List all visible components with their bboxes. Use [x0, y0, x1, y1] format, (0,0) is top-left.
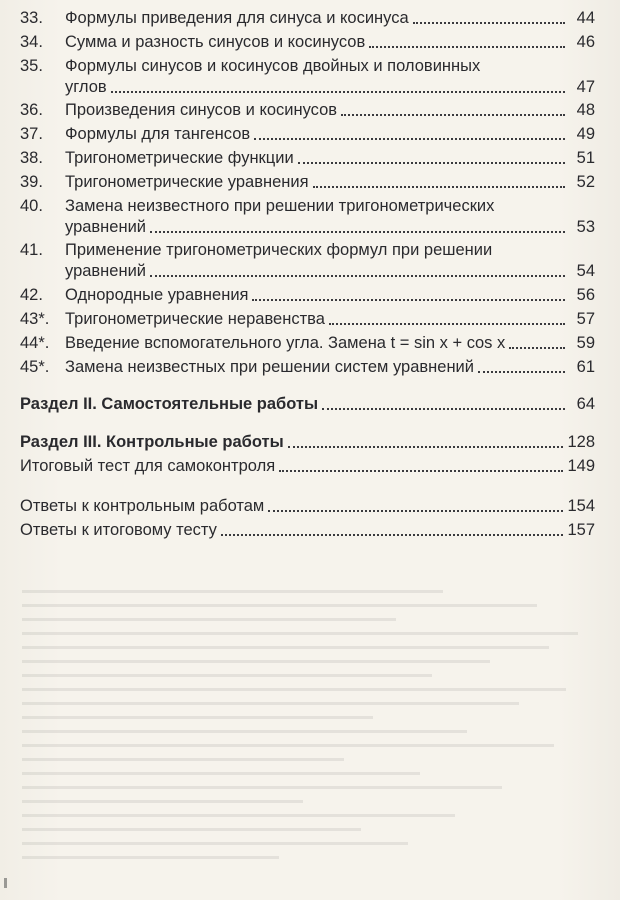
- dot-leader: [150, 275, 565, 277]
- entry-title-line-2-wrap: [65, 261, 569, 282]
- entry-page: 61: [576, 357, 595, 376]
- entry-page: 49: [576, 125, 595, 144]
- entry-title-wrap: [65, 100, 569, 121]
- toc-entry-33[interactable]: [20, 8, 595, 29]
- entry-title-wrap: [65, 148, 569, 169]
- entry-number: 37.: [20, 125, 43, 144]
- entry-number: 43*.: [20, 309, 50, 328]
- entry-title: Ответы к контрольным работам: [20, 496, 265, 515]
- entry-page: 149: [567, 456, 595, 475]
- dot-leader: [413, 22, 565, 24]
- entry-title-line-2: уравнений: [65, 262, 147, 281]
- entry-number: 42.: [20, 286, 43, 305]
- entry-title: Ответы к итоговому тесту: [20, 520, 217, 539]
- entry-number: 45*.: [20, 357, 50, 376]
- entry-title: Тригонометрические функции: [65, 148, 294, 167]
- toc-entry-39[interactable]: [20, 172, 595, 193]
- section-title-wrap: [20, 394, 569, 415]
- entry-title-wrap: [20, 520, 567, 541]
- entry-number: 41.: [20, 241, 43, 260]
- entry-page: 54: [576, 262, 595, 281]
- entry-page: 48: [576, 101, 595, 120]
- toc-section-3[interactable]: [20, 432, 595, 453]
- dot-leader: [279, 470, 563, 472]
- toc-entry-40[interactable]: [20, 196, 595, 238]
- toc-entry-41[interactable]: [20, 240, 595, 282]
- entry-number: 39.: [20, 172, 43, 191]
- entry-page: 53: [576, 217, 595, 236]
- entry-title-wrap: [65, 285, 569, 306]
- toc-entry-42[interactable]: [20, 285, 595, 306]
- entry-title-line-1: Формулы синусов и косинусов двойных и половинных: [65, 56, 481, 75]
- entry-title: Формулы для тангенсов: [65, 125, 251, 144]
- toc-section-2[interactable]: [20, 394, 595, 415]
- entry-page: 157: [567, 520, 595, 539]
- entry-page: 57: [576, 309, 595, 328]
- entry-title: Тригонометрические неравенства: [65, 309, 325, 328]
- bleed-through-texture: [22, 590, 607, 880]
- entry-title: Формулы приведения для синуса и косинуса: [65, 9, 409, 27]
- dot-leader: [268, 510, 563, 512]
- spacer: [20, 418, 595, 432]
- entry-title: Замена неизвестных при решении систем уравнений: [65, 357, 474, 376]
- dot-leader: [150, 231, 565, 233]
- section-page: 128: [567, 433, 595, 452]
- entry-page: 56: [576, 286, 595, 305]
- entry-page: 47: [576, 77, 595, 96]
- entry-title: Итоговый тест для самоконтроля: [20, 456, 276, 475]
- entry-title-wrap: [65, 357, 569, 378]
- dot-leader: [369, 46, 565, 48]
- entry-title-wrap: [20, 456, 567, 477]
- dot-leader: [252, 299, 565, 301]
- dot-leader: [341, 114, 565, 116]
- dot-leader: [298, 162, 565, 164]
- entry-title: Произведения синусов и косинусов: [65, 101, 338, 120]
- dot-leader: [221, 534, 564, 536]
- entry-page: 154: [567, 496, 595, 515]
- entry-title-wrap: [65, 124, 569, 145]
- entry-title-wrap: [65, 32, 569, 53]
- dot-leader: [478, 371, 565, 373]
- toc-entry-37[interactable]: [20, 124, 595, 145]
- dot-leader: [288, 446, 564, 448]
- entry-title-line-2: углов: [65, 77, 107, 96]
- entry-page: 59: [576, 333, 595, 352]
- section-page: 64: [576, 395, 595, 414]
- entry-title-line-1: Применение тригонометрических формул при решении: [65, 241, 493, 260]
- section-title: Раздел II. Самостоятельные работы: [20, 395, 319, 414]
- margin-mark: [4, 878, 7, 888]
- toc-entry-34[interactable]: [20, 32, 595, 53]
- entry-number: 35.: [20, 56, 43, 75]
- entry-title-line-2: уравнений: [65, 217, 147, 236]
- spacer: [20, 380, 595, 394]
- entry-title-wrap: [65, 196, 569, 238]
- toc-entry-43[interactable]: [20, 309, 595, 330]
- entry-number: 44*.: [20, 333, 50, 352]
- dot-leader: [313, 186, 565, 188]
- dot-leader: [254, 138, 565, 140]
- entry-number: 38.: [20, 148, 43, 167]
- dot-leader: [111, 91, 565, 93]
- entry-page: 52: [576, 172, 595, 191]
- toc-answers-test[interactable]: [20, 520, 595, 541]
- entry-number: 40.: [20, 196, 43, 215]
- entry-title-wrap: [65, 8, 569, 29]
- entry-title: Введение вспомогательного угла. Замена t = sin x + cos x: [65, 333, 506, 352]
- dot-leader: [329, 323, 565, 325]
- toc-entry-44[interactable]: [20, 333, 595, 354]
- section-title-wrap: [20, 432, 567, 453]
- entry-title-wrap: [65, 240, 569, 282]
- section-title: Раздел III. Контрольные работы: [20, 433, 284, 452]
- entry-page: 51: [576, 148, 595, 167]
- entry-title-wrap: [65, 309, 569, 330]
- toc-entry-38[interactable]: [20, 148, 595, 169]
- entry-number: 34.: [20, 32, 43, 51]
- entry-title: Сумма и разность синусов и косинусов: [65, 32, 366, 51]
- entry-page: 46: [576, 32, 595, 51]
- toc-entry-36[interactable]: [20, 100, 595, 121]
- entry-title-line-2-wrap: [65, 77, 569, 98]
- entry-title: Тригонометрические уравнения: [65, 172, 309, 191]
- toc-final-test[interactable]: [20, 456, 595, 477]
- entry-number: 36.: [20, 101, 43, 120]
- entry-title-wrap: [65, 56, 569, 98]
- entry-title-line-2-wrap: [65, 217, 569, 238]
- toc-answers-control[interactable]: [20, 496, 595, 517]
- table-of-contents: [20, 8, 595, 543]
- entry-title-wrap: [65, 333, 569, 354]
- dot-leader: [509, 347, 565, 349]
- entry-number: 33.: [20, 9, 43, 27]
- entry-title-wrap: [20, 496, 567, 517]
- dot-leader: [322, 408, 565, 410]
- toc-entry-35[interactable]: [20, 56, 595, 98]
- entry-page: 44: [576, 9, 595, 27]
- spacer: [20, 480, 595, 496]
- entry-title-wrap: [65, 172, 569, 193]
- entry-title-line-1: Замена неизвестного при решении тригонометрических: [65, 196, 495, 215]
- toc-entry-45[interactable]: [20, 357, 595, 378]
- entry-title: Однородные уравнения: [65, 286, 249, 305]
